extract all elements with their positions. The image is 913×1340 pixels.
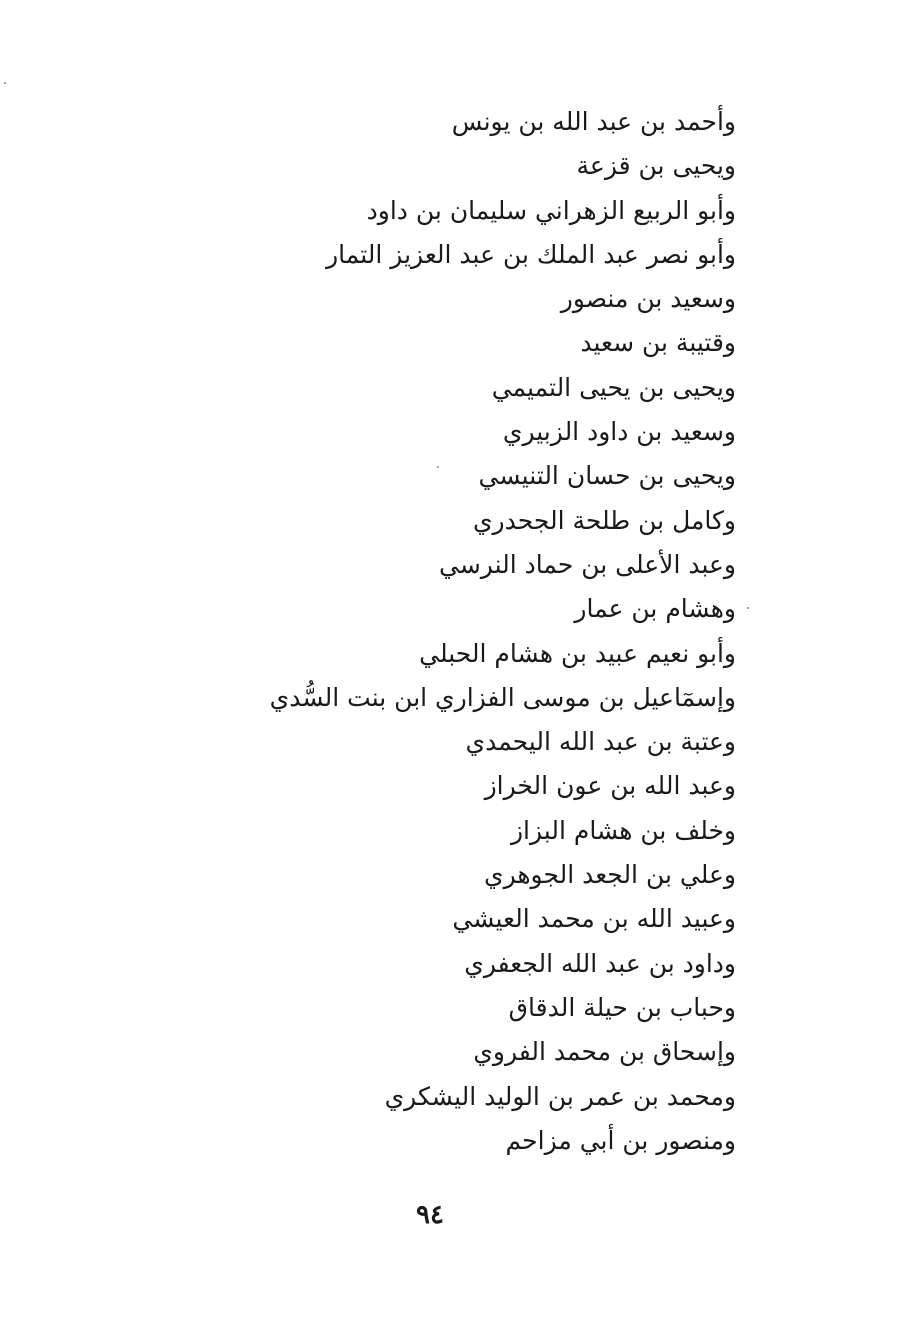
scan-speck	[747, 607, 749, 609]
list-item: ومحمد بن عمر بن الوليد اليشكري	[384, 1081, 736, 1111]
list-item: وأحمد بن عبد الله بن يونس	[451, 107, 736, 136]
list-item: وداود بن عبد الله الجعفري	[464, 948, 736, 978]
list-item: وأبو الربيع الزهراني سليمان بن داود	[366, 195, 736, 225]
list-item: وقتيبة بن سعيد	[580, 328, 736, 358]
list-item: ويحيى بن حسان التنيسي	[478, 461, 736, 491]
scan-speck	[437, 466, 439, 468]
list-item: وعبد الله بن عون الخراز	[484, 771, 736, 801]
scan-speck	[4, 82, 6, 84]
list-item: وهشام بن عمار	[574, 594, 736, 624]
list-item: وسعيد بن منصور	[560, 284, 736, 314]
list-item: ويحيى بن يحيى التميمي	[491, 372, 736, 402]
narrator-list	[216, 100, 736, 1163]
list-item: وعتبة بن عبد الله اليحمدي	[465, 727, 736, 757]
list-item: وعبيد الله بن محمد العيشي	[452, 904, 736, 934]
list-item: وأبو نعيم عبيد بن هشام الحبلي	[419, 638, 736, 668]
list-item: وسعيد بن داود الزبيري	[502, 417, 736, 447]
list-item: ويحيى بن قزعة	[576, 151, 736, 181]
list-item: وكامل بن طلحة الجحدري	[472, 505, 736, 535]
list-item: وأبو نصر عبد الملك بن عبد العزيز التمار	[326, 239, 736, 269]
list-item: وخلف بن هشام البزاز	[510, 815, 736, 845]
list-item: وإسحاق بن محمد الفروي	[473, 1037, 736, 1067]
list-item: وعبد الأعلى بن حماد النرسي	[438, 549, 736, 579]
list-item: وإسمٓاعيل بن موسى الفزاري ابن بنت السُّدي	[269, 682, 736, 712]
list-item: ومنصور بن أبي مزاحم	[505, 1125, 736, 1155]
list-item: وحباب بن حيلة الدقاق	[508, 992, 736, 1022]
list-item: وعلي بن الجعد الجوهري	[484, 860, 736, 890]
page-number: ٩٤	[416, 1200, 444, 1230]
